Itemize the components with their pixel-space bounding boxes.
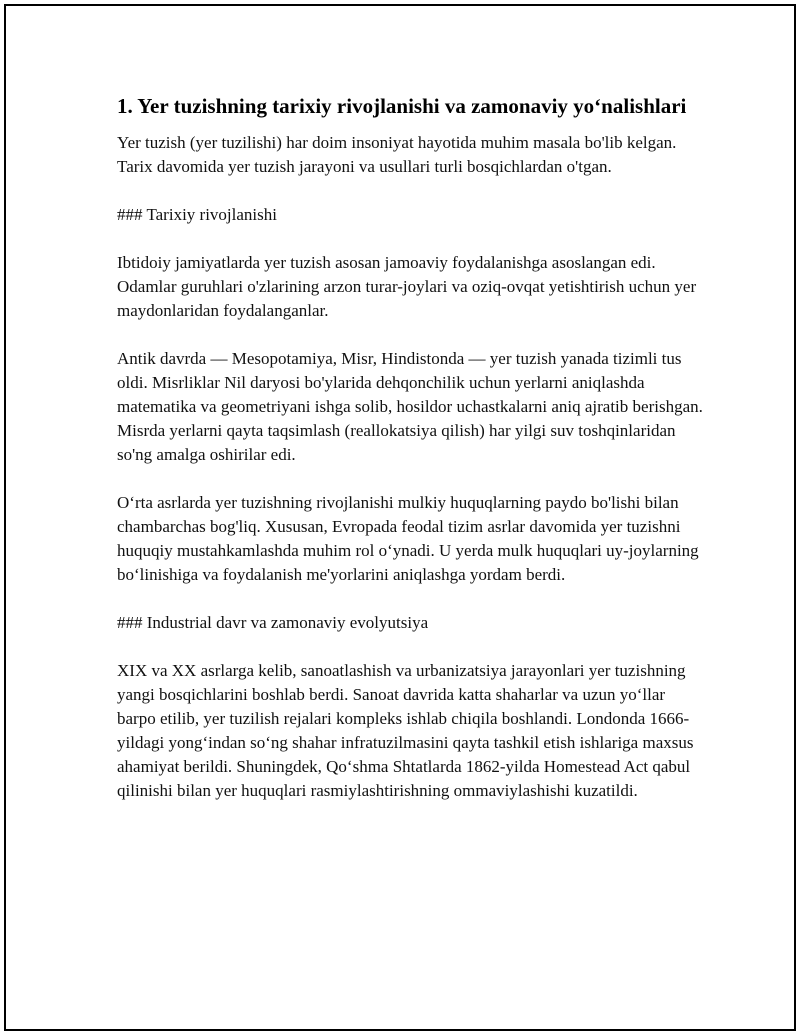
document-body [117,92,707,827]
paragraph: O‘rta asrlarda yer tuzishning rivojlanishi mulkiy huquqlarning paydo bo'lishi bilan chambarchas bog'liq. Xususan, Evropada feodal tizim asrlar davomida yer tuzishni huquqiy mustahkamlashda muhim rol o‘ynadi. U yerda mulk huquqlari uy-joylarning bo‘linishiga va foydalanish me'yorlarini aniqlashga yordam berdi. [117,493,699,584]
intro-paragraph: Yer tuzish (yer tuzilishi) har doim insoniyat hayotida muhim masala bo'lib kelgan. Tarix davomida yer tuzish jarayoni va usullari turli bosqichlardan o'tgan. [117,133,677,176]
section-heading-industrial: ### Industrial davr va zamonaviy evolyutsiya [117,613,429,632]
document-title: 1. Yer tuzishning tarixiy rivojlanishi va zamonaviy yo‘nalishlari [117,94,687,118]
paragraph: Ibtidoiy jamiyatlarda yer tuzish asosan jamoaviy foydalanishga asoslangan edi. Odamlar guruhlari o'zlarining arzon turar-joylari va oziq-ovqat yetishtirish uchun yer maydonlaridan foydalanganlar. [117,253,697,320]
paragraph: XIX va XX asrlarga kelib, sanoatlashish va urbanizatsiya jarayonlari yer tuzishning yangi bosqichlarini boshlab berdi. Sanoat davrida katta shaharlar va uzun yo‘llar barpo etilib, yer tuzilish rejalari kompleks ishlab chiqila boshlandi. Londonda 1666-yildagi yong‘indan so‘ng shahar infratuzilmasini qayta tashkil etish ishlariga maxsus ahamiyat berildi. Shuningdek, Qo‘shma Shtatlarda 1862-yilda Homestead Act qabul qilinishi bilan yer huquqlari rasmiylashtirishning ommaviylashishi kuzatildi. [117,661,694,800]
section-heading-history: ### Tarixiy rivojlanishi [117,205,277,224]
paragraph: Antik davrda — Mesopotamiya, Misr, Hindistonda — yer tuzish yanada tizimli tus oldi. Misrliklar Nil daryosi bo'ylarida dehqonchilik uchun yerlarni aniqlashda matematika va geometriyani ishga solib, hosildor uchastkalarni aniq ajratib berishgan. Misrda yerlarni qayta taqsimlash (reallokatsiya qilish) har yilgi suv toshqinlaridan so'ng amalga oshirilar edi. [117,349,703,464]
